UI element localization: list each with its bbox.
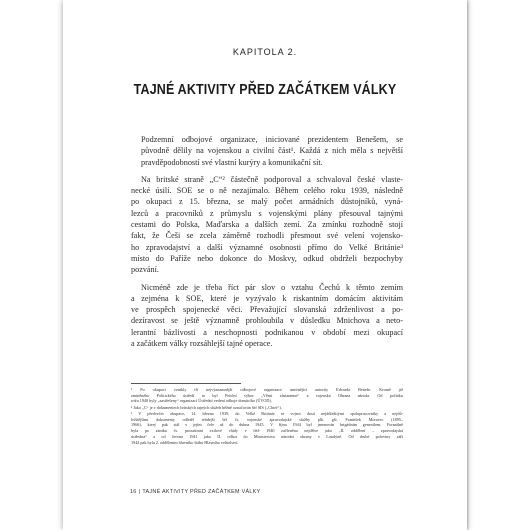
- footnote-line: ležitějšími dokumenty odletěl tehdejší šéf čs. vojenské zpravodajské služby plk. gšt. František Moravec (1895–: [131, 416, 403, 422]
- footnote: [131, 387, 403, 404]
- text-line: fakt, že Češi se zcela záměrně rozhodli přesmout své velení vojensko-: [131, 231, 403, 241]
- text-line: lezců a pracovníků z průmyslu s vojenskými plány přesouval tajnými: [131, 208, 403, 218]
- paragraph: [131, 174, 403, 276]
- text-line: Nicméně zde je třeba říct pár slov o vztahu Čechů k těmto zemím: [141, 282, 403, 292]
- text-line: ho zpravodajství a další významné osobnosti přímo do Velké Británie³: [131, 242, 403, 252]
- running-footer: [130, 489, 260, 495]
- body-text: [131, 134, 403, 355]
- text-line: původně dělily na vojenskou a civilní část¹. Každá z nich měla s největší: [141, 146, 403, 156]
- text-line: Na britské straně „C“² částečně podporoval a schvaloval české vlaste-: [141, 174, 403, 184]
- text-line: a začátkem války rozsáhlejší tajné operace.: [131, 339, 273, 349]
- footnotes: [131, 387, 403, 446]
- text-line: pozvání.: [131, 265, 159, 275]
- footnote-line: ³ V předvečer okupace, 14. března 1939, do Velké Británie se svými dosti nejdůležitými spolupracovníky a nejdů-: [131, 411, 403, 416]
- footnote-line: ² Jako „C“ je v dokumentech britských tajných služeb běžně označován šéf SIS („Chief“).: [131, 404, 282, 410]
- footer-separator: |: [138, 489, 141, 495]
- text-line: pravděpodobností své vlastní kurýry a komunikační sít.: [141, 157, 323, 167]
- text-line: necké úsilí. SOE se o ně nezajímalo. Během celého roku 1939, následně: [131, 186, 403, 196]
- text-line: cestami do Polska, Maďarska a dalších zemí. Za zmínku rozhodně stojí: [131, 220, 403, 230]
- footnote-line: ústředna“ a od června 1941 jako II. odbor do Ministerstva národní obrany v Londýně. Od druhé poloviny září: [131, 433, 403, 439]
- text-line: lerantní bázlivosti a neschopnosti podnikanou v období mezi okupací: [131, 327, 403, 337]
- footnote-divider: [131, 383, 241, 384]
- running-title: TAJNÉ AKTIVITY PŘED ZAČÁTKEM VÁLKY: [142, 489, 261, 495]
- text-line: místo do Paříže nebo dokonce do Moskvy, odkud obdrželi bezpochyby: [131, 253, 403, 263]
- paragraph: [131, 282, 403, 350]
- text-line: a zejména k SOE, které je vyzývalo k riskantním domácím aktivitám: [131, 293, 403, 303]
- text-line: ve prospěch spojenecké věci. Převažující slovanská zdrženlivost a po-: [131, 305, 403, 315]
- paragraph: [131, 134, 403, 168]
- chapter-number: KAPITOLA 2.: [232, 47, 298, 57]
- footnote: [131, 405, 403, 411]
- footnote-line: 1966), který pak stál v jejím čele až do dubna 1945. V říjnu 1944 byl jmenován brigádním generálem. Formálně: [131, 422, 403, 428]
- footnote-line: ¹ Po okupaci vznikly tři nejvýznamnější odbojové organizace umírnějící autority Edvarda Beneše. Kromě již: [131, 387, 403, 392]
- footnote-line: 1944 pak byla 2. oddělením hlavního štábu Hlavního velitelství.: [131, 439, 239, 445]
- page-number: 16: [130, 489, 137, 495]
- text-line: po okupaci z 15. března, se malý počet armádních důstojníků, vyná-: [131, 197, 403, 207]
- text-line: dezíravost se ještě významně prohloubila v důsledku Mnichova a neto-: [131, 316, 403, 326]
- book-page: [63, 0, 467, 530]
- footnote: [131, 411, 403, 445]
- footnote-line: zmíněného Politického ústředí to byl Petiční výbor „Věrni zůstaneme“ a vojenská Obrana národa. Od počátku: [131, 392, 403, 398]
- footnote-line: roku 1940 byly „zastřešeny“ organizací Ústřední vedení odboje domácího (ÚVOD).: [131, 398, 272, 404]
- text-line: Podzemní odbojové organizace, iniciované prezidentem Benešem, se: [141, 135, 403, 144]
- footnote-line: byla po zániku čs. prozatímní exilové vlády v létě 1940 začleněna nejdříve jako „II. oddělení – zpravodajská: [131, 428, 403, 434]
- chapter-title: TAJNÉ AKTIVITY PŘED ZAČÁTKEM VÁLKY: [133, 82, 397, 98]
